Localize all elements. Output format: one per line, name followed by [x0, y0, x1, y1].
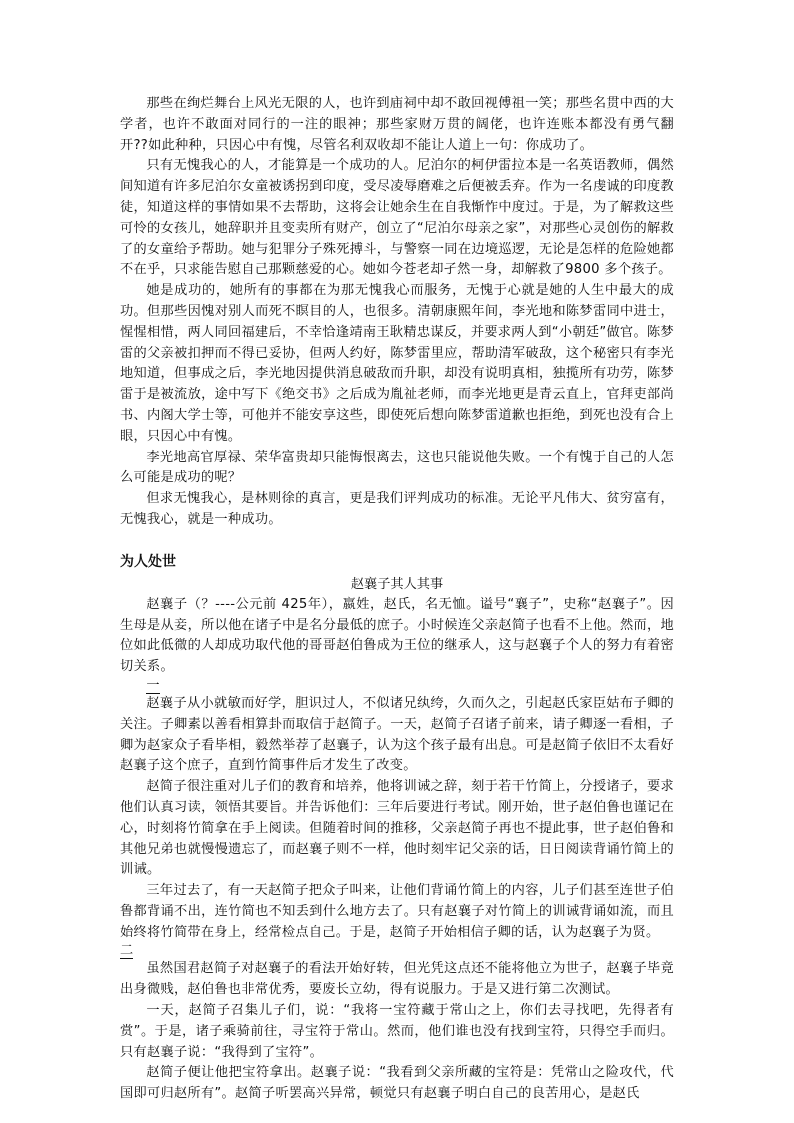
part-marker: [120, 943, 674, 959]
essay-paragraph: 她是成功的，她所有的事都在为那无愧我心而服务，无愧于心就是她的人生中最大的成功。但那些因愧对别人而死不瞑目的人，也很多。清朝康熙年间，李光地和陈梦雷同中进士，惺惺相惜，两人同回福建后，不幸恰逢靖南王耿精忠谋反，并要求两人到“小朝廷”做官。陈梦雷的父亲被扣押而不得已妥协，但两人约好，陈梦雷里应，帮助清军破敌，这个秘密只有李光地知道，但事成之后，李光地因提供消息破敌而升职，却没有说明真相，独揽所有功劳，陈梦雷于是被流放，途中写下《绝交书》之后成为胤祉老师，而李光地更是青云直上，官拜吏部尚书、内阁大学士等，可他并不能安享这些，即使死后想向陈梦雷道歉也拒绝，到死也没有合上眼，只因心中有愧。: [120, 283, 674, 444]
article-paragraph: 赵简子很注重对儿子们的教育和培养，他将训诫之辞，刻于若干竹简上，分授诸子，要求他们认真习读，领悟其要旨。并告诉他们：三年后要进行考试。刚开始，世子赵伯鲁也谨记在心，时刻将竹简拿在手上阅读。但随着时间的推移，父亲赵简子再也不提此事，世子赵伯鲁和其他兄弟也就慢慢遗忘了，而赵襄子则不一样，他时刻牢记父亲的话，日日阅读背诵竹简上的训诫。: [120, 779, 674, 878]
part-marker: [120, 678, 674, 694]
article-paragraph: 赵襄子从小就敏而好学，胆识过人，不似诸兄纨绔，久而久之，引起赵氏家臣姑布子卿的关注。子卿素以善看相算卦而取信于赵简子。一天，赵简子召诸子前来，请子卿逐一看相，子卿为赵家众子看毕相，毅然举荐了赵襄子，认为这个孩子最有出息。可是赵简子依旧不太看好赵襄子这个庶子，直到竹简事件后才发生了改变。: [120, 695, 674, 774]
section-heading: 为人处世: [120, 553, 176, 570]
essay-section: [120, 94, 674, 531]
essay-paragraph: 但求无愧我心，是林则徐的真言，更是我们评判成功的标准。无论平凡伟大、贫穷富有，无愧我心，就是一种成功。: [120, 491, 674, 527]
part-marker-label: 二: [120, 943, 134, 959]
article-paragraph: 三年过去了，有一天赵简子把众子叫来，让他们背诵竹简上的内容，儿子们甚至连世子伯鲁都背诵不出，连竹简也不知丢到什么地方去了。只有赵襄子对竹简上的训诫背诵如流，而且始终将竹简带在身上，经常检点自己。于是，赵简子开始相信子卿的话，认为赵襄子为贤。: [120, 883, 674, 940]
article-paragraph: 赵简子便让他把宝符拿出。赵襄子说：“我看到父亲所藏的宝符是：凭常山之险攻代，代国即可归赵所有”。赵简子听罢高兴异常，顿觉只有赵襄子明白自己的良苦用心，是赵氏: [120, 1065, 674, 1102]
essay-paragraph: 那些在绚烂舞台上风光无限的人，也许到庙祠中却不敢回视傅祖一笑；那些名贯中西的大学者，也许不敢面对同行的一注的眼神；那些家财万贯的阔佬，也许连账本都没有勇气翻开??如此种种，只因心中有愧，尽管名利双收却不能让人道上一句：你成功了。: [120, 96, 674, 153]
essay-paragraph: 只有无愧我心的人，才能算是一个成功的人。尼泊尔的柯伊雷拉本是一名英语教师，偶然间知道有许多尼泊尔女童被诱拐到印度，受尽凌辱磨难之后便被丢弃。作为一名虔诚的印度教徒，知道这样的事情如果不去帮助，这将会让她余生在自我惭怍中度过。于是，为了解救这些可怜的女孩儿，她辞职并且变卖所有财产，创立了“尼泊尔母亲之家”，对那些心灵创伤的解救了的女童给予帮助。她与犯罪分子殊死搏斗，与警察一同在边境巡逻，无论是怎样的危险她都不在乎，只求能告慰自己那颗慈爱的心。她如今苍老却孑然一身，却解救了9800 多个孩子。: [120, 158, 674, 278]
part-marker-label: 一: [146, 677, 160, 693]
article-intro: 赵襄子（？----公元前 425年），嬴姓，赵氏，名无恤。谥号“襄子”，史称“赵襄子”。因生母是从妾，所以他在诸子中是名分最低的庶子。小时候连父亲赵简子也看不上他。然而，地位如此低微的人却成功取代他的哥哥赵伯鲁成为王位的继承人，这与赵襄子个人的努力有着密切关系。: [120, 596, 674, 675]
article-paragraph: 一天，赵简子召集儿子们，说：“我将一宝符藏于常山之上，你们去寻找吧，先得者有赏”。于是，诸子乘骑前往，寻宝符于常山。然而，他们谁也没有找到宝符，只得空手而归。只有赵襄子说：“我得到了宝符”。: [120, 1003, 674, 1060]
article-body: [120, 595, 674, 1105]
article-title: 赵襄子其人其事: [350, 576, 444, 592]
essay-paragraph: 李光地高官厚禄、荣华富贵却只能悔恨离去，这也只能说他失败。一个有愧于自己的人怎么可能是成功的呢？: [120, 449, 674, 486]
article-paragraph: 虽然国君赵简子对赵襄子的看法开始好转，但光凭这点还不能将他立为世子，赵襄子毕竟出身微贱，赵伯鲁也非常优秀，要废长立幼，得有说服力。于是又进行第二次测试。: [120, 961, 674, 998]
